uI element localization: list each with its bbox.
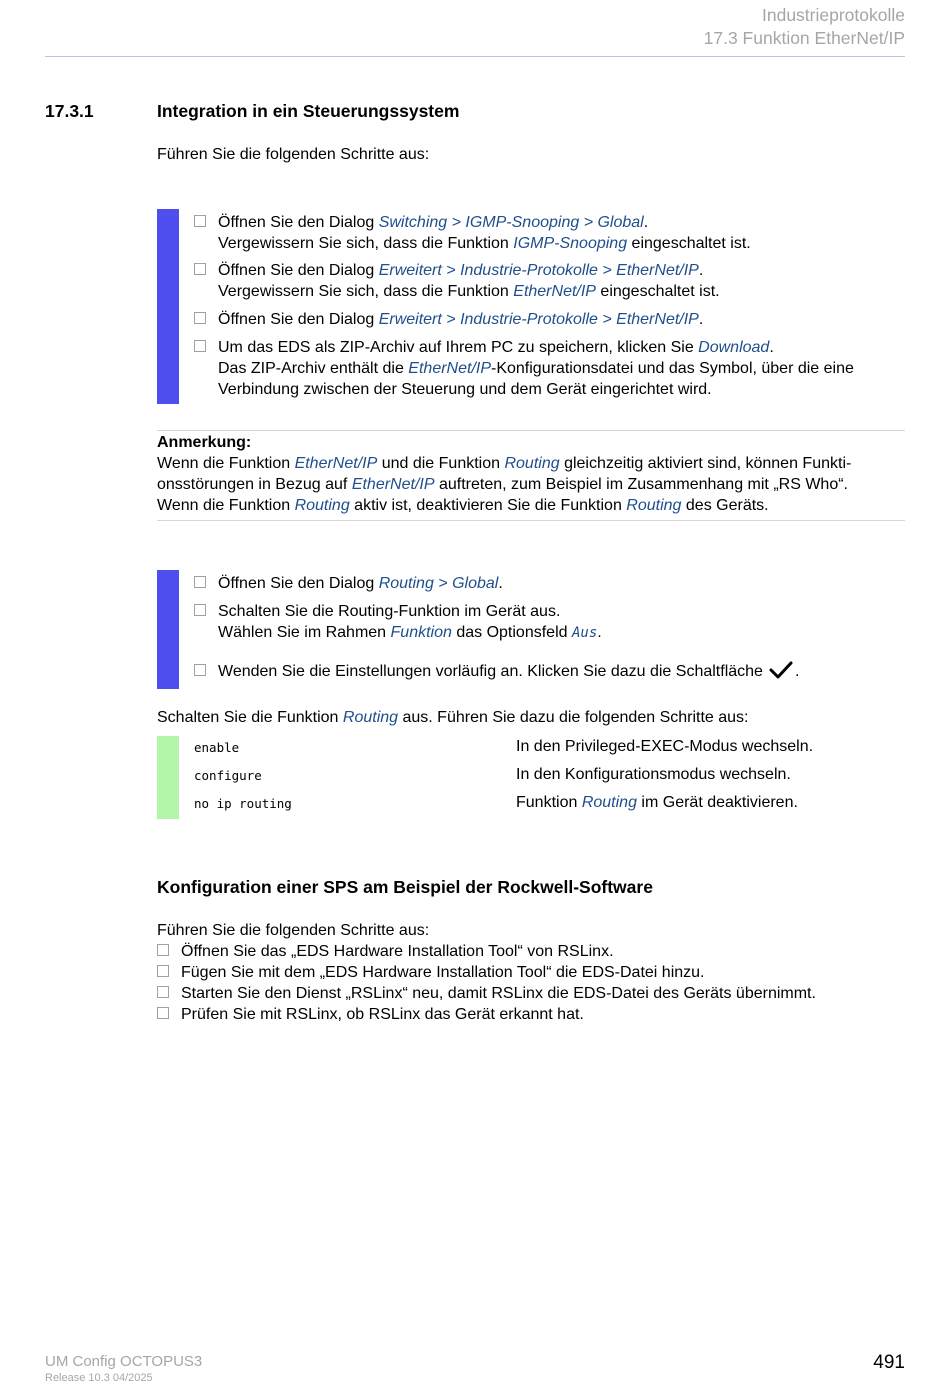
step-item: Öffnen Sie den Dialog Erweitert > Industrie-Protokolle > EtherNet/IP. Vergewissern Sie sich, dass die Funktion EtherNet/IP eingeschaltet ist. (194, 260, 720, 302)
checkbox-icon (194, 576, 206, 588)
step-item: Öffnen Sie den Dialog Switching > IGMP-Snooping > Global. Vergewissern Sie sich, dass die Funktion IGMP-Snooping eingeschaltet ist. (194, 212, 751, 254)
checkbox-icon (157, 1007, 169, 1019)
checkbox-icon (157, 965, 169, 977)
list-item: Fügen Sie mit dem „EDS Hardware Installation Tool“ die EDS-Datei hinzu. (157, 962, 816, 983)
step-item: Öffnen Sie den Dialog Routing > Global. (194, 573, 503, 594)
checkbox-icon (194, 664, 206, 676)
checkbox-icon (157, 944, 169, 956)
footer-release: Release 10.3 04/2025 (45, 1372, 153, 1384)
section-title: Integration in ein Steuerungssystem (157, 101, 460, 121)
cli-description: In den Konfigurationsmodus wechseln. (516, 766, 791, 783)
subsection-title: Konfiguration einer SPS am Beispiel der Rockwell-Software (157, 877, 653, 897)
checkbox-icon (194, 263, 206, 275)
intro-text: Führen Sie die folgenden Schritte aus: (157, 146, 430, 163)
step-item: Um das EDS als ZIP-Archiv auf Ihrem PC zu speichern, klicken Sie Download. Das ZIP-Archiv enthält die EtherNet/IP-Konfigurationsdatei und das Symbol, über die eine Verbindung zwischen der Steuerung und dem Gerät eingerichtet wird. (194, 337, 854, 400)
header-divider (45, 56, 905, 57)
checkbox-icon (157, 986, 169, 998)
list-item: Starten Sie den Dienst „RSLinx“ neu, damit RSLinx die EDS-Datei des Geräts übernimmt. (157, 983, 816, 1004)
steps-marker-bar (157, 209, 179, 404)
steps-marker-bar (157, 570, 179, 689)
footer-document: UM Config OCTOPUS3 (45, 1353, 203, 1370)
note-divider-top (157, 430, 905, 431)
section-number: 17.3.1 (45, 101, 94, 121)
cli-marker-bar (157, 736, 179, 819)
cli-command: no ip routing (194, 796, 292, 811)
note-divider-bottom (157, 520, 905, 521)
header-chapter: Industrieprotokolle (762, 5, 905, 25)
cli-description: Funktion Routing im Gerät deaktivieren. (516, 794, 798, 811)
cli-command: enable (194, 740, 240, 755)
cli-command: configure (194, 768, 262, 783)
checkbox-icon (194, 312, 206, 324)
subsection-list (157, 920, 816, 1025)
step-item: Öffnen Sie den Dialog Erweitert > Industrie-Protokolle > EtherNet/IP. (194, 309, 703, 330)
step-item: Schalten Sie die Routing-Funktion im Gerät aus. Wählen Sie im Rahmen Funktion das Optionsfeld Aus. (194, 601, 602, 644)
list-item: Prüfen Sie mit RSLinx, ob RSLinx das Gerät erkannt hat. (157, 1004, 816, 1025)
note-heading: Anmerkung: (157, 434, 252, 451)
subsection-intro: Führen Sie die folgenden Schritte aus: (157, 922, 430, 939)
note-block: Anmerkung: Wenn die Funktion EtherNet/IP und die Funktion Routing gleichzeitig aktiviert sind, können Funkti- onsstörungen in Bezug auf EtherNet/IP auftreten, zum Beispiel im Zusammenhang mit „RS Who“. Wenn die Funktion Routing aktiv ist, deaktivieren Sie die Funktion Routing des Geräts. (157, 432, 905, 516)
header-section: 17.3 Funktion EtherNet/IP (703, 28, 905, 48)
list-item: Öffnen Sie das „EDS Hardware Installation Tool“ von RSLinx. (157, 941, 816, 962)
checkbox-icon (194, 340, 206, 352)
checkmark-icon (769, 660, 793, 686)
cli-intro: Schalten Sie die Funktion Routing aus. Führen Sie dazu die folgenden Schritte aus: (157, 709, 749, 726)
cli-description: In den Privileged-EXEC-Modus wechseln. (516, 738, 814, 755)
checkbox-icon (194, 215, 206, 227)
step-item: Wenden Sie die Einstellungen vorläufig an. Klicken Sie dazu die Schaltfläche . (194, 660, 799, 686)
page-number: 491 (873, 1352, 905, 1373)
checkbox-icon (194, 604, 206, 616)
